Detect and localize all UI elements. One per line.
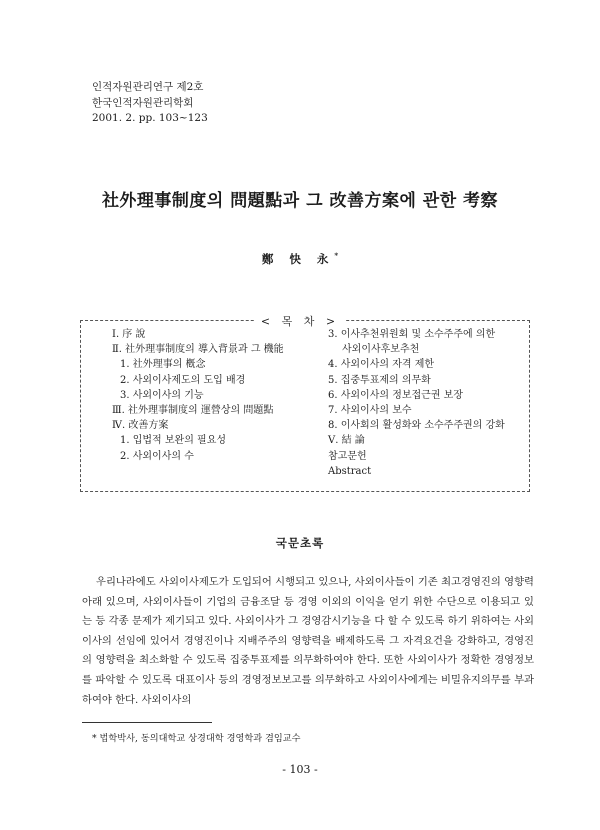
toc-entry: 2. 사외이사의 수	[120, 450, 194, 462]
toc-entry: 5. 집중투표제의 의무화	[328, 374, 431, 386]
journal-society: 한국인적자원관리학회	[92, 96, 194, 109]
toc-entry: Ⅱ. 社外理事制度의 導入背景과 그 機能	[112, 344, 284, 356]
toc-entry: Ⅴ. 結 論	[328, 435, 365, 447]
page-number: - 103 -	[282, 763, 318, 776]
toc-entry: 6. 사외이사의 정보접근권 보장	[328, 389, 463, 401]
toc-right-column	[328, 327, 505, 479]
toc-heading	[0, 313, 600, 329]
journal-name: 인적자원관리연구 제2호	[92, 81, 204, 93]
abstract-heading: 국문초록	[275, 536, 325, 550]
toc-entry: 1. 입법적 보완의 필요성	[120, 435, 227, 447]
footnote: * 법학박사, 동의대학교 상경대학 경영학과 겸임교수	[92, 733, 301, 744]
toc-entry: Abstract	[328, 465, 372, 477]
toc-entry: Ⅰ. 序 說	[112, 329, 146, 340]
toc-heading-text: < 목 차 >	[255, 315, 345, 328]
journal-citation: 2001. 2. pp. 103~123	[92, 112, 208, 124]
journal-info	[92, 80, 208, 127]
toc-entry: 사외이사후보추천	[342, 344, 420, 356]
toc-entry: 7. 사외이사의 보수	[328, 405, 412, 417]
author-name: 鄭 快 永	[261, 252, 335, 266]
footnote-divider	[82, 722, 212, 723]
toc-entry: 8. 이사회의 활성화와 소수주주권의 강화	[328, 420, 505, 432]
toc-entry: Ⅲ. 社外理事制度의 運營상의 問題點	[112, 405, 274, 417]
toc-entry: 3. 이사추천위원회 및 소수주주에 의한	[328, 329, 496, 340]
toc-entry: 2. 사외이사제도의 도입 배경	[120, 374, 246, 386]
toc-entry: Ⅳ. 改善方案	[112, 420, 169, 432]
abstract-body	[82, 573, 534, 710]
author-footnote-mark: *	[334, 251, 339, 261]
toc-entry: 4. 사외이사의 자격 제한	[328, 359, 435, 371]
author-line	[0, 251, 600, 267]
abstract-paragraph: 우리나라에도 사외이사제도가 도입되어 시행되고 있으나, 사외이사들이 기존 최고경영진의 영향력 아래 있으며, 사외이사들이 기업의 금융조달 등 경영 이외의 이익을 얻기 위한 수단으로 이용되고 있는 등 각종 문제가 제기되고 있다. 사외이사가 그 경영감시기능을 다 할 수 있도록 하기 위하여는 사외이사의 선임에 있어서 경영진이나 지배주주의 영향력을 배제하도록 그 자격요건을 강화하고, 경영진의 영향력을 최소화할 수 있도록 집중투표제를 의무화하여야 한다. 또한 사외이사가 정확한 경영정보를 파악할 수 있도록 대표이사 등의 경영정보보고를 의무화하고 사외이사에게는 비밀유지의무를 부과하여야 한다. 사외이사의	[82, 576, 534, 706]
toc-entry: 참고문헌	[328, 450, 367, 462]
toc-left-column	[112, 327, 284, 464]
toc-entry: 3. 사외이사의 기능	[120, 389, 204, 401]
paper-title: 社外理事制度의 問題點과 그 改善方案에 관한 考察	[101, 191, 499, 211]
toc-entry: 1. 社外理事의 槪念	[120, 359, 206, 371]
